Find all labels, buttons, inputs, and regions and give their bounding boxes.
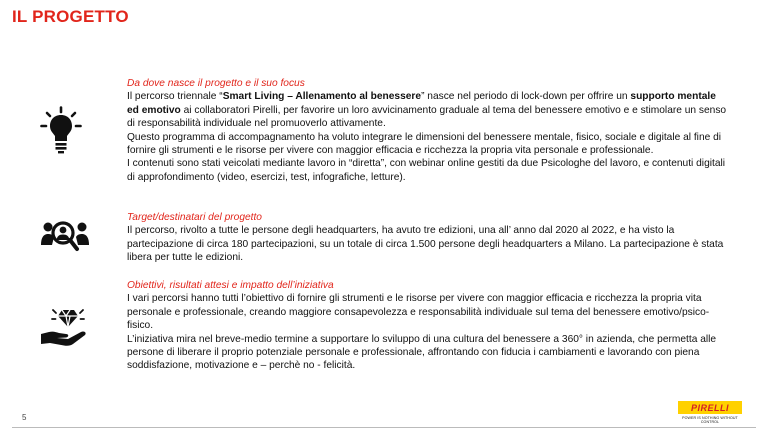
section-paragraph: L’iniziativa mira nel breve-medio termine a supportare lo sviluppo di una cultura del benessere a 360° in azienda, che permetta alle persone di liberare il proprio potenziale personale e professionale, affrontando con fiducia i cambiamenti e lavorando con piena soddisfazione, motivazione e – perchè no - felicità. [127, 333, 717, 372]
page-number: 5 [22, 413, 27, 422]
page-title: IL PROGETTO [12, 7, 129, 26]
section-heading: Target/destinatari del progetto [127, 212, 262, 223]
section-paragraph: Il percorso, rivolto a tutte le persone degli headquarters, ha avuto tre edizioni, una all’ anno dal 2020 al 2022, e ha visto la partecipazione di circa 180 partecipazioni, su un totale di circa 1.500 persone degli headquarters a Milano. La partecipazione è stata libera per tutte le edizioni. [127, 225, 724, 264]
lightbulb-icon [40, 106, 82, 159]
hand-diamond-icon [40, 306, 92, 353]
section-paragraph: I vari percorsi hanno tutti l’obiettivo di fornire gli strumenti e le risorse per vivere con maggior efficacia e ricchezza la propria vita personale e professionale, creando maggiore consapevolezza e responsabilità individuale sul tema del benessere emotivo/psico-fisico. [127, 293, 710, 332]
footer-divider [12, 427, 756, 428]
people-search-icon [40, 219, 90, 258]
section-objectives [127, 279, 727, 373]
section-paragraph: I contenuti sono stati veicolati mediante lavoro in “diretta”, con webinar online gestiti da due Psicologhe del lavoro, e contenuti digitali di approfondimento (video, esercizi, test, infografiche, letture). [127, 158, 726, 183]
section-paragraph: Questo programma di accompagnamento ha voluto integrare le dimensioni del benessere mentale, fisico, sociale e digitale al fine di fornire gli strumenti e le risorse per vivere con maggior efficacia e ricchezza la propria vita personale e professionale. [127, 131, 722, 157]
pirelli-logo [678, 401, 742, 424]
section-origin [127, 77, 727, 184]
section-heading: Obiettivi, risultati attesi e impatto dell’iniziativa [127, 280, 334, 291]
section-target [127, 211, 727, 265]
section-heading: Da dove nasce il progetto e il suo focus [127, 78, 305, 89]
logo-tagline: POWER IS NOTHING WITHOUT CONTROL [682, 416, 738, 424]
logo-wordmark: PIRELLI [678, 401, 742, 414]
section-paragraph: Il percorso triennale “Smart Living – Allenamento al benessere” nasce nel periodo di lock-down per offrire un supporto mentale ed emotivo ai collaboratori Pirelli, per favorire un loro avvicinamento graduale al tema del benessere emotivo e e stimolare un senso di responsabilità individuale nel promuoverlo attivamente. [127, 91, 727, 130]
